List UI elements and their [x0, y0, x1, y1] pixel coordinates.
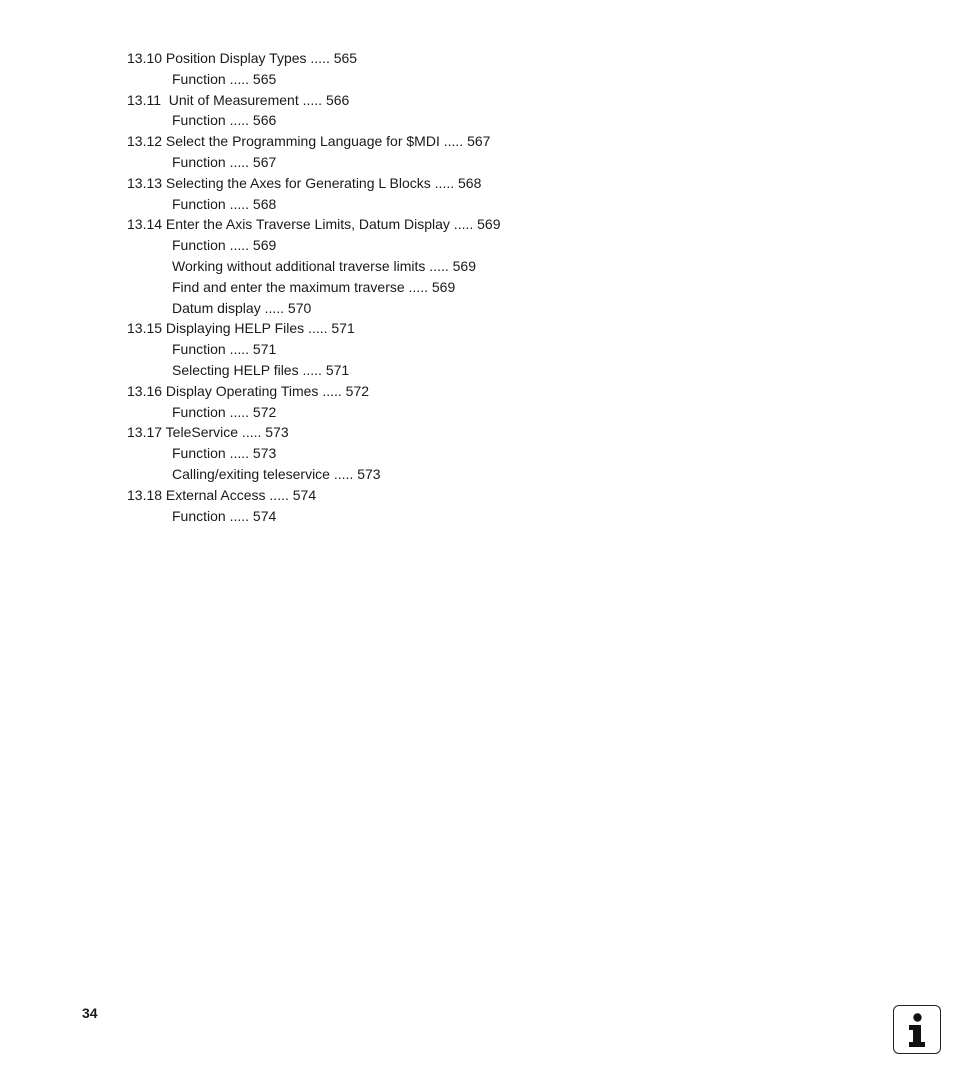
toc-subentry[interactable]: Function ..... 565: [172, 70, 277, 87]
toc-entry-13-13[interactable]: 13.13 Selecting the Axes for Generating L Blocks ..... 568: [127, 174, 482, 191]
toc-subentry[interactable]: Function ..... 571: [172, 341, 277, 358]
info-glyph: [894, 1006, 939, 1052]
toc-subentry[interactable]: Calling/exiting teleservice ..... 573: [172, 465, 381, 482]
toc-subentry[interactable]: Function ..... 572: [172, 403, 277, 420]
toc-subentry[interactable]: Function ..... 574: [172, 507, 277, 524]
info-icon: [893, 1005, 941, 1054]
page-number: 34: [82, 1005, 98, 1021]
toc-entry-13-12[interactable]: 13.12 Select the Programming Language for $MDI ..... 567: [127, 133, 491, 150]
table-of-contents: [127, 48, 827, 526]
toc-entry-13-17[interactable]: 13.17 TeleService ..... 573: [127, 424, 289, 441]
toc-entry-13-14[interactable]: 13.14 Enter the Axis Traverse Limits, Datum Display ..... 569: [127, 216, 501, 233]
toc-subentry[interactable]: Function ..... 568: [172, 195, 277, 212]
toc-entry-13-15[interactable]: 13.15 Displaying HELP Files ..... 571: [127, 320, 355, 337]
toc-subentry[interactable]: Function ..... 573: [172, 445, 277, 462]
toc-entry-13-10[interactable]: 13.10 Position Display Types ..... 565: [127, 50, 358, 66]
toc-subentry[interactable]: Working without additional traverse limits ..... 569: [172, 257, 476, 274]
toc-subentry[interactable]: Function ..... 566: [172, 112, 277, 129]
toc-subentry[interactable]: Datum display ..... 570: [172, 299, 312, 316]
toc-subentry[interactable]: Function ..... 569: [172, 237, 277, 254]
toc-entry-13-18[interactable]: 13.18 External Access ..... 574: [127, 486, 317, 503]
toc-subentry[interactable]: Function ..... 567: [172, 153, 277, 170]
toc-entry-13-11[interactable]: 13.11 Unit of Measurement ..... 566: [127, 91, 350, 108]
toc-subentry[interactable]: Selecting HELP files ..... 571: [172, 361, 350, 378]
toc-subentry[interactable]: Find and enter the maximum traverse ..... 569: [172, 278, 456, 295]
toc-entry-13-16[interactable]: 13.16 Display Operating Times ..... 572: [127, 382, 370, 399]
